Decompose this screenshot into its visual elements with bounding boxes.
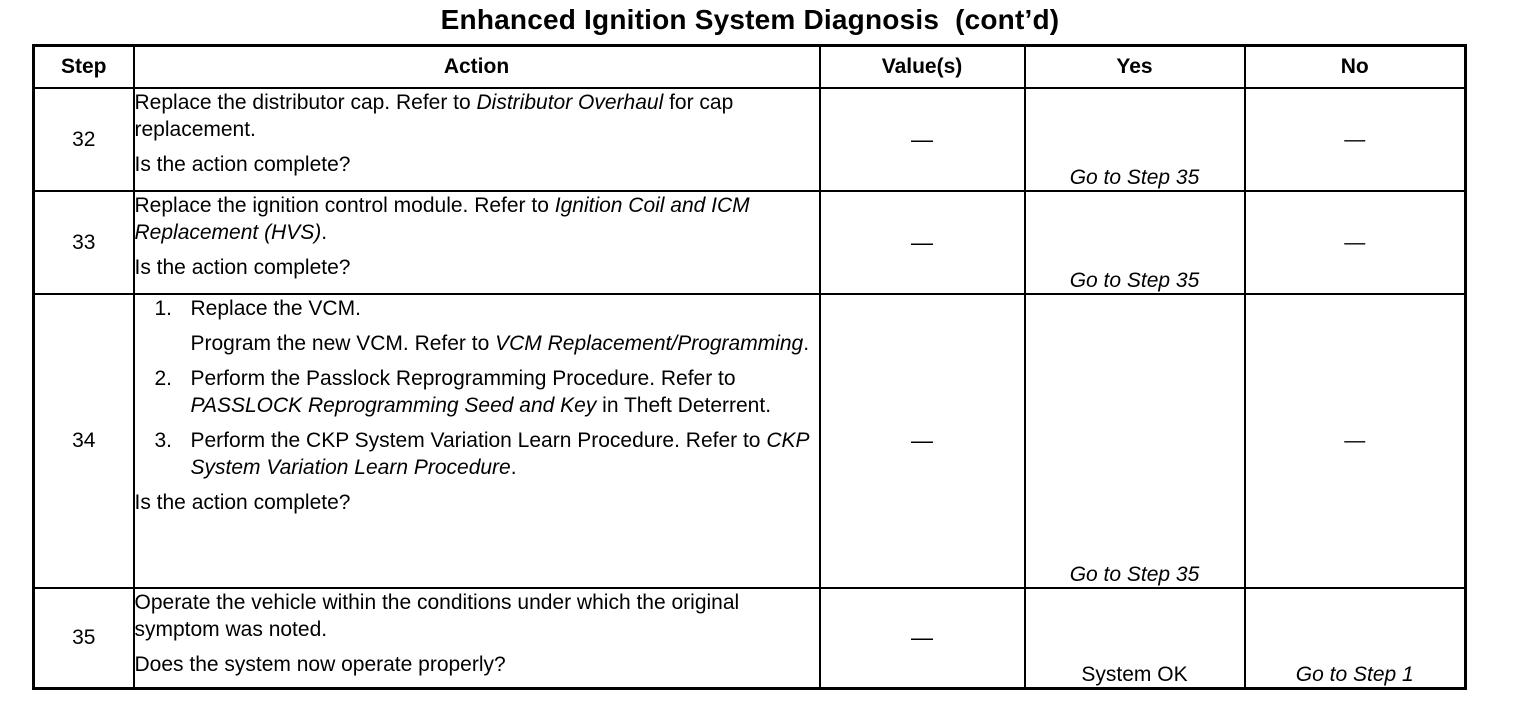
substep-tail: in Theft Deterrent. (596, 394, 772, 418)
substep-subtext-text: Program the new VCM. Refer to (190, 332, 496, 356)
substep-tail: . (803, 332, 810, 356)
substep-list (135, 295, 819, 481)
action-question: Is the action complete? (134, 256, 351, 280)
action-text: Operate the vehicle within the conditions under which the original symptom was noted. (134, 591, 740, 642)
no-cell: — (1245, 294, 1466, 588)
yes-cell (1025, 191, 1245, 294)
substep-text: Replace the VCM. (190, 297, 361, 321)
no-result: Go to Step 1 (1295, 663, 1414, 686)
action-cell (134, 191, 820, 294)
no-cell: — (1245, 88, 1466, 191)
step-number: 32 (34, 88, 134, 191)
list-item (135, 365, 819, 419)
yes-cell (1025, 294, 1245, 588)
title-text: Enhanced Ignition System Diagnosis (440, 4, 940, 35)
substep-reference: PASSLOCK Reprogramming Seed and Key (190, 394, 597, 418)
table-row (34, 588, 1466, 688)
action-text: Replace the ignition control module. Refer to (134, 194, 555, 218)
action-cell (134, 588, 820, 688)
no-cell: — (1245, 191, 1466, 294)
action-question: Is the action complete? (134, 153, 351, 176)
substep-reference: VCM Replacement/Programming (495, 332, 804, 356)
step-number: 33 (34, 191, 134, 294)
header-row (34, 46, 1466, 89)
col-header-action: Action (134, 46, 820, 89)
action-question: Is the action complete? (134, 491, 351, 515)
col-header-step: Step (34, 46, 134, 89)
table-row (34, 191, 1466, 294)
action-reference: Distributor Overhaul (476, 91, 664, 114)
action-text: Replace the distributor cap. Refer to (134, 91, 477, 114)
yes-result: Go to Step 35 (1069, 269, 1200, 293)
yes-cell (1025, 88, 1245, 191)
action-tail: . (321, 221, 328, 245)
step-number: 35 (34, 588, 134, 688)
diagnosis-table (32, 44, 1467, 690)
col-header-values: Value(s) (820, 46, 1025, 89)
list-item (135, 295, 819, 357)
action-reference: Ignition Coil and ICM Replacement (HVS) (134, 194, 750, 245)
value-cell: — (820, 588, 1025, 688)
yes-result: Go to Step 35 (1069, 563, 1200, 587)
table-row (34, 88, 1466, 191)
substep-number: 2. (154, 367, 173, 391)
yes-result: Go to Step 35 (1069, 166, 1200, 190)
action-question: Does the system now operate properly? (134, 653, 506, 677)
action-cell (134, 88, 820, 191)
value-cell: — (820, 88, 1025, 191)
table-row (34, 294, 1466, 588)
substep-text: Perform the CKP System Variation Learn Procedure. Refer to (190, 429, 767, 453)
action-tail: for cap replacement. (134, 91, 734, 141)
value-cell: — (820, 191, 1025, 294)
substep-tail: . (510, 456, 517, 480)
title-suffix: (cont’d) (955, 4, 1060, 35)
substep-text: Perform the Passlock Reprogramming Procedure. Refer to (190, 367, 736, 391)
substep-number: 3. (154, 429, 173, 453)
col-header-yes: Yes (1025, 46, 1245, 89)
no-cell (1245, 588, 1466, 688)
col-header-no: No (1245, 46, 1466, 89)
action-cell (134, 294, 820, 588)
substep-reference: CKP System Variation Learn Procedure (190, 429, 809, 480)
value-cell: — (820, 294, 1025, 588)
step-number: 34 (34, 294, 134, 588)
substep-subtext (191, 330, 819, 357)
yes-cell: System OK (1025, 588, 1245, 688)
list-item (135, 427, 819, 481)
substep-number: 1. (154, 297, 173, 321)
document-title (0, 4, 1500, 36)
